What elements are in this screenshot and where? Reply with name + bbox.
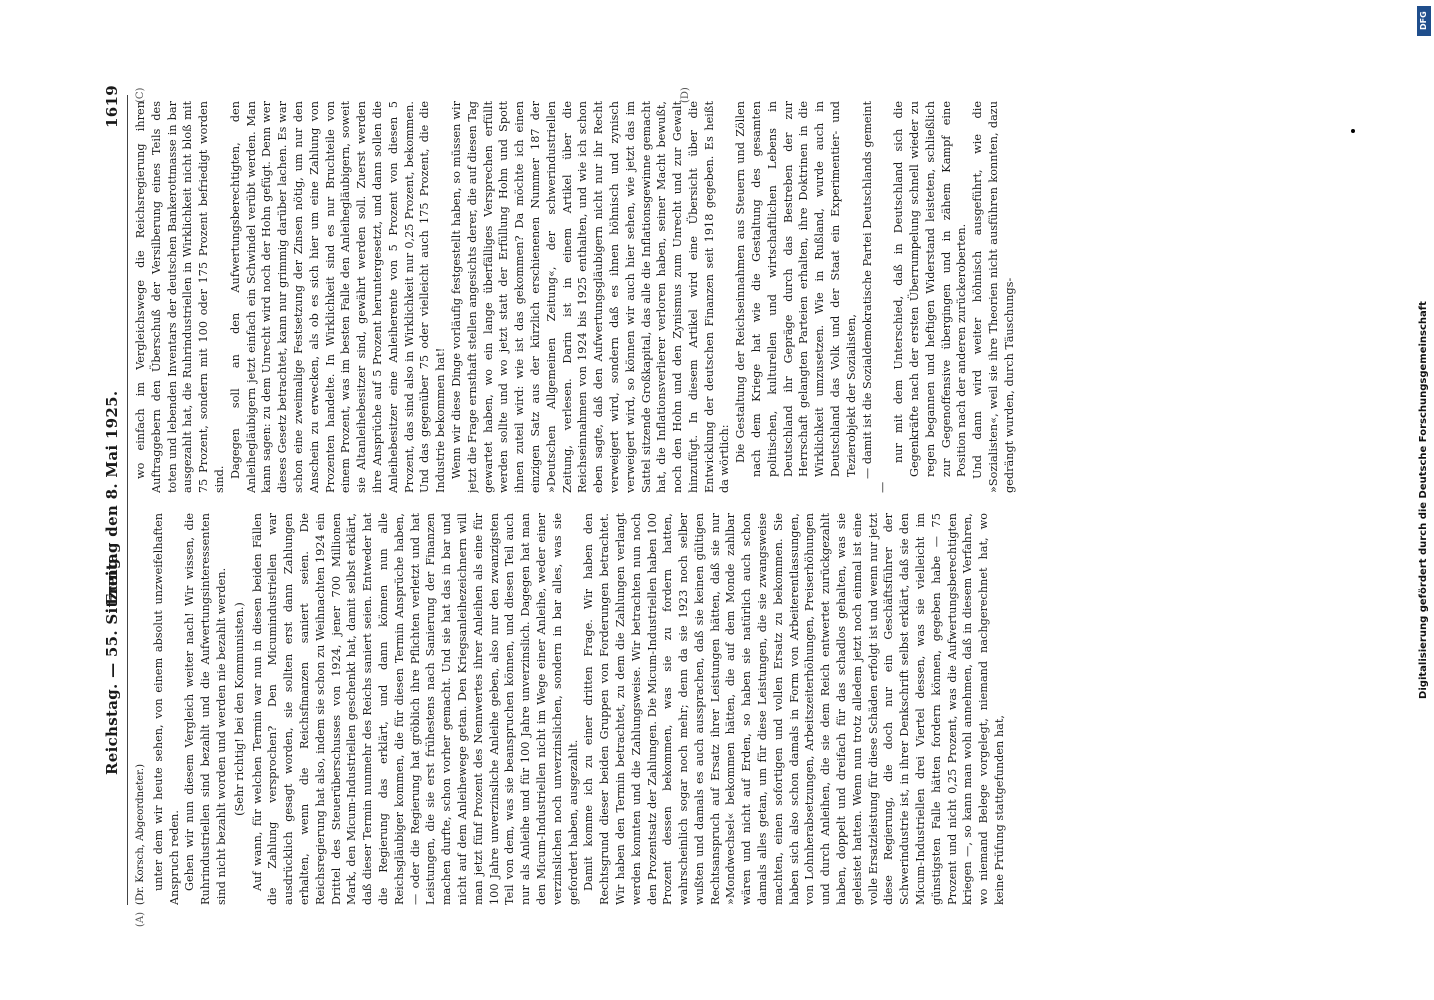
paragraph: Wenn wir diese Dinge vorläufig festgestellt haben, so müssen wir jetzt die Frage ernsthaft stellen angesichts derer, die auf diesen Tag gewartet haben, wo ein lange überfälliges Versprechen erfüllt werden sollte und wo jetzt statt der Erfüllung Hohn und Spott ihnen zuteil wird: wie ist das gekommen? Da möchte ich einen einzigen Satz aus der kürzlich erschienenen Nummer 187 der »Deutschen Allgemeinen Zeitung«, der schwerindustriellen Zeitung, verlesen. Darin ist in einem Artikel über die Reichseinnahmen von 1924 bis 1925 enthalten, und wie ich schon eben sagte, daß den Aufwertungsgläubigern nicht nur ihr Recht verweigert wird, sondern daß es ihnen höhnisch und zynisch verweigert wird, so können wir auch hier sehen, wie jetzt das im Sattel sitzende Großkapital, das alle die Inflationsgewinne gemacht hat, die Inflationsverlierer verloren haben, seiner Macht bewußt, noch den Hohn und den Zynismus zum Unrecht und zur Gewalt hinzufügt. In diesem Artikel wird eine Übersicht über die Entwicklung der deutschen Finanzen seit 1918 gegeben. Es heißt da wörtlich: (449, 101, 732, 493)
paragraph: Auf wann, für welchen Termin war nun in diesen beiden Fällen die Zahlung versprochen? Den Micumindustriellen war ausdrücklich gesagt worden, sie sollten erst dann Zahlungen erhalten, wenn die Reichsfinanzen saniert seien. Die Reichsregierung hat also, indem sie schon zu Weihnachten 1924 ein Drittel des Steuerüberschusses von 1924, jener 700 Millionen Mark, den Micum-Industriellen geschenkt hat, damit selbst erklärt, daß dieser Termin nunmehr des Reichs saniert seien. Entweder hat die Regierung das erklärt, und dann können nun alle Reichsgläubiger kommen, die für diesen Termin Ansprüche haben, — oder die Regierung hat gröblich ihre Pflichten verletzt und hat Leistungen, die sie erst frühestens nach Sanierung der Finanzen machen durfte, schon vorher gemacht. Und sie hat das in bar und nicht auf dem Anleihewege getan. Den Kriegsanleihezeichnern will man jetzt fünf Prozent des Nennwertes ihrer Anleihen als eine für 100 Jahre unverzinsliche Anleihe geben, also nur den zwanzigsten Teil von dem, was sie beanspruchen können, und diesen Teil auch nur als Anleihe und für 100 Jahre unverzinslich. Dagegen hat man den Micum-Industriellen nicht im Wege einer Anleihe, weder einer verzinslichen noch unverzinslichen, sondern in bar alles, was sie gefordert haben, ausgezahlt. (250, 513, 580, 905)
paragraph: — damit ist die Sozialdemokratische Partei Deutschlands gemeint — (860, 101, 890, 493)
header-rule (127, 95, 128, 905)
paragraph: Und dann wird weiter höhnisch ausgeführt, wie die »Sozialisten«, weil sie ihre Theorien nicht ausführen konnten, dazu gedrängt wurden, durch Täuschungs- (971, 101, 1016, 493)
dfg-credit-strip (1414, 0, 1434, 1000)
margin-mark-c: (C) (135, 87, 146, 103)
rotated-page-content (95, 85, 1095, 927)
dfg-logo-icon: DFG (1417, 6, 1431, 36)
margin-mark-d: (D) (680, 87, 691, 103)
paragraph: Damit komme ich zu einer dritten Frage. Wir haben den Rechtsgrund dieser beiden Gruppen von Forderungen betrachtet. Wir haben den Termin betrachtet, zu dem die Zahlungen verlangt werden konnten und die Zahlungsweise. Wir betrachten nun noch den Prozentsatz der Zahlungen. Die Micum-Industriellen haben 100 Prozent dessen bekommen, was sie zu fordern hatten, wahrscheinlich sogar noch mehr; denn da sie 1923 noch selber wußten und damals es auch aussprachen, daß sie keinen gültigen Rechtsanspruch auf Ersatz ihrer Leistungen hätten, daß sie nur »Mondwechsel« bekommen hätten, die auf dem Monde zahlbar wären und nicht auf Erden, so haben sie natürlich auch schon damals alles getan, um für diese Leistungen, die sie zwangsweise machten, einen sofortigen und vollen Ersatz zu bekommen. Sie haben sich also schon damals in Form von Arbeiterentlassungen, von Lohnherabsetzungen, Arbeitszeiterhöhungen, Preiserhöhungen und durch Anleihen, die sie dem Reich entwertet zurückgezahlt haben, doppelt und dreifach für das schadlos gehalten, was sie geleistet hatten. Wenn nun trotz alledem jetzt noch einmal ist eine volle Ersatzleistung für diese Schäden erfolgt ist und wenn nur jetzt diese Regierung, die doch nur ein Geschäftsführer der Schwerindustrie ist, in ihrer Denkschrift selbst erklärt, daß sie den Micum-Industriellen drei Viertel dessen, was sie vielleicht im günstigsten Falle hätten fordern können, gegeben habe — 75 Prozent und nicht 0,25 Prozent, was die Aufwertungsberechtigten kriegen —, so kann man wohl annehmen, daß in diesem Verfahren, wo niemand Belege vorgelegt, niemand nachgerechnet hat, wo keine Prüfung stattgefunden hat, (582, 513, 1007, 905)
header-left: Reichstag. — 55. Sitzung. (103, 552, 121, 775)
speaker-label: (Dr. Korsch, Abgeordneter.) (135, 763, 146, 905)
quotation: Die Gestaltung der Reichseinnahmen aus Steuern und Zöllen nach dem Kriege hat wie die Gestaltung des gesamten politischen, kulturellen und wirtschaftlichen Lebens in Deutschland ihr Gepräge durch das Bestreben der zur Herrschaft gelangten Parteien erhalten, ihre Doktrinen in die Wirklichkeit umzusetzen. Wie in Rußland, wurde auch in Deutschland das Volk und der Staat ein Experimentier- und Tezierobjekt der Sozialisten, (734, 101, 858, 477)
left-column (133, 513, 1083, 905)
page-header (103, 85, 127, 905)
right-column (133, 101, 1083, 493)
margin-mark-a: (A) (135, 911, 146, 927)
header-right: Freitag den 8. Mai 1925. (103, 390, 121, 605)
paragraph: Dagegen soll an den Aufwertungsberechtigten, den Anleihegläubigern jetzt einfach ein Schwindel verübt werden. Man kann sagen: zu dem Unrecht wird noch der Hohn gefügt. Denn wer dieses Gesetz betrachtet, kann nur grimmig darüber lachen. Es war schon eine zweimalige Festsetzung der Zinsen nötig, um nur den Anschein zu erwecken, als ob es sich hier um eine Zahlung von Prozenten handelte. In Wirklichkeit sind es nur Bruchteile von einem Prozent, was im besten Falle den Anleihegläubigern, soweit sie Altanleihebesitzer sind, gewährt werden soll. Zuerst werden ihre Ansprüche auf 5 Prozent heruntergesetzt, und dann sollen die Anleihebesitzer eine Anleiherente von 5 Prozent von diesen 5 Prozent, das sind also in Wirklichkeit nur 0,25 Prozent, bekommen. Und das gegenüber 75 oder vielleicht auch 175 Prozent, die die Industrie bekommen hat! (228, 101, 448, 493)
quotation: nur mit dem Unterschied, daß in Deutschland sich die Gegenkräfte nach der ersten Überrumpelung schnell wieder zu regen begannen und heftigen Widerstand leisteten, schließlich zur Gegenoffensive übergingen und in zähem Kampf eine Position nach der anderen zurückeroberten. (892, 101, 969, 477)
paragraph: wo einfach im Vergleichswege die Reichsregierung ihren Auftraggebern den Überschuß der Versilberung eines Teils des toten und lebenden Inventars der deutschen Bankerottmasse in bar ausgezahlt hat, die Ruhrindustriellen in Wirklichkeit nicht bloß mit 75 Prozent, sondern mit 100 oder 175 Prozent befriedigt worden sind. (134, 101, 226, 493)
scan-speck (1351, 129, 1355, 133)
paragraph: Gehen wir nun diesem Vergleich weiter nach! Wir wissen, die Ruhrindustriellen sind bezahlt und die Aufwertungsinteressenten sind nicht bezahlt worden und werden nie bezahlt werden. (183, 513, 228, 905)
page-number: 1619 (103, 85, 121, 128)
paragraph: unter dem wir heute sehen, von einem absolut unzweifelhaften Anspruch reden. (151, 513, 181, 905)
interjection: (Sehr richtig! bei den Kommunisten.) (232, 602, 246, 816)
digitization-credit: Digitalisierung gefördert durch die Deutsche Forschungsgemeinschaft (1418, 301, 1429, 699)
